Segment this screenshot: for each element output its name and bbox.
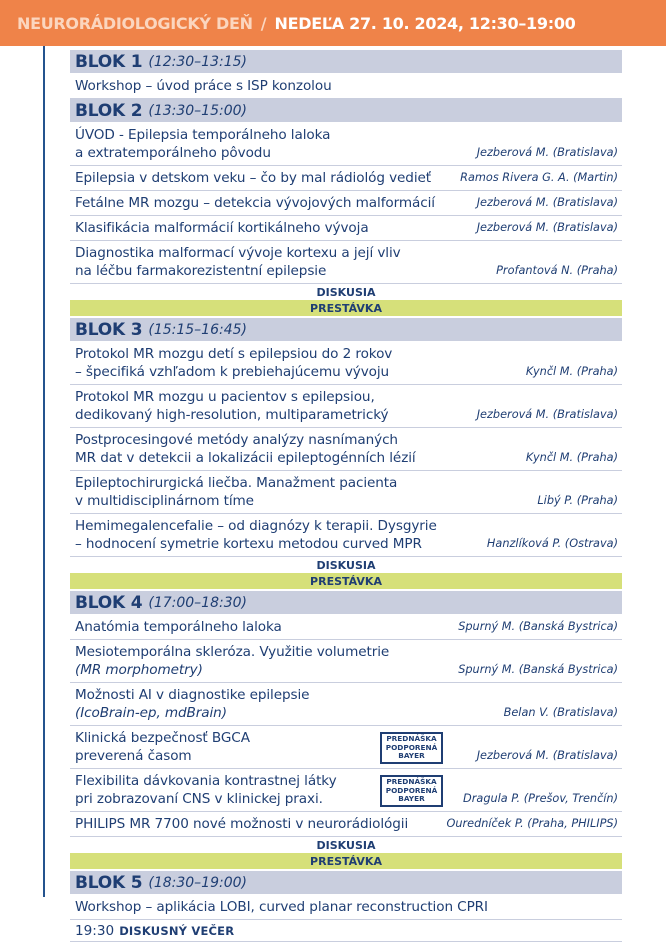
talk-row xyxy=(70,74,622,99)
blok-title: BLOK 3 xyxy=(75,319,143,340)
badge-line: PODPORENÁ xyxy=(385,785,438,795)
discussion-label: DISKUSIA xyxy=(316,558,376,572)
page-header xyxy=(0,0,666,46)
break-bar: PRESTÁVKA xyxy=(70,300,622,316)
talk-speaker: Jezberová M. (Bratislava) xyxy=(476,196,618,209)
talk-row xyxy=(70,726,622,769)
blok-3-header xyxy=(70,318,622,341)
talk-speaker: Kynčl M. (Praha) xyxy=(525,365,618,378)
blok-title: BLOK 2 xyxy=(75,100,143,121)
blok-1-header xyxy=(70,50,622,73)
talk-speaker: Jezberová M. (Bratislava) xyxy=(476,146,618,159)
talk-title: Postprocesingové metódy analýzy nasnímaných MR dat v detekcii a lokalizácii epileptogénních lézií xyxy=(75,432,416,466)
talk-title: Diagnostika malformací vývoje kortexu a její vliv na léčbu farmakorezistentní epilepsie xyxy=(75,245,401,279)
talk-speaker: Kynčl M. (Praha) xyxy=(525,451,618,464)
talk-title: Klinická bezpečnosť BGCA preverená časom xyxy=(75,730,250,764)
talk-speaker: Belan V. (Bratislava) xyxy=(503,706,618,719)
blok-title: BLOK 5 xyxy=(75,872,143,893)
blok-2-header xyxy=(70,99,622,122)
talk-title: Mesiotemporálna skleróza. Využitie volumetrie xyxy=(75,644,390,660)
talk-speaker: Jezberová M. (Bratislava) xyxy=(476,749,618,762)
talk-title: Workshop – úvod práce s ISP konzolou xyxy=(75,78,332,94)
talk-speaker: Ramos Rivera G. A. (Martin) xyxy=(460,171,618,184)
talk-speaker: Hanzlíková P. (Ostrava) xyxy=(486,537,618,550)
talk-row xyxy=(70,683,622,726)
talk-speaker: Spurný M. (Banská Bystrica) xyxy=(458,663,618,676)
talk-title: Workshop – aplikácia LOBI, curved planar reconstruction CPRI xyxy=(75,899,488,915)
talk-row xyxy=(70,812,622,837)
talk-speaker: Dragula P. (Prešov, Trenčín) xyxy=(463,792,618,805)
header-separator: / xyxy=(260,13,267,33)
blok-time: (17:00–18:30) xyxy=(148,594,247,611)
talk-row xyxy=(70,166,622,191)
talk-row xyxy=(70,385,622,428)
talk-title-subtitle: (MR morphometry) xyxy=(75,662,203,678)
blok-time: (13:30–15:00) xyxy=(148,102,247,119)
talk-row xyxy=(70,428,622,471)
talk-title: Epilepsia v detskom veku – čo by mal rádiológ vedieť xyxy=(75,170,431,186)
talk-title: Epileptochirurgická liečba. Manažment pacienta v multidisciplinárnom tíme xyxy=(75,475,398,509)
talk-row xyxy=(70,615,622,640)
talk-title-subtitle: (IcoBrain-ep, mdBrain) xyxy=(75,705,227,721)
talk-row xyxy=(70,191,622,216)
evening-label: DISKUSNÝ VEČER xyxy=(119,923,235,938)
sponsor-badge xyxy=(380,775,443,807)
talk-row xyxy=(70,123,622,166)
blok-title: BLOK 1 xyxy=(75,51,143,72)
talk-title: ÚVOD - Epilepsia temporálneho laloka a extratemporálneho pôvodu xyxy=(75,127,331,161)
talk-title: Protokol MR mozgu detí s epilepsiou do 2 rokov – špecifiká vzhľadom k prebiehajúcemu vývoju xyxy=(75,346,393,380)
talk-row xyxy=(70,216,622,241)
discussion-evening xyxy=(70,920,622,942)
talk-title: Protokol MR mozgu u pacientov s epilepsiou, dedikovaný high-resolution, multiparametrický xyxy=(75,389,389,423)
timeline-rule xyxy=(43,46,45,897)
talk-title: Klasifikácia malformácií kortikálneho vývoja xyxy=(75,220,369,236)
blok-time: (15:15–16:45) xyxy=(148,321,247,338)
talk-row xyxy=(70,895,622,920)
badge-line: PODPORENÁ xyxy=(385,742,438,752)
talk-row xyxy=(70,342,622,385)
talk-speaker: Libý P. (Praha) xyxy=(537,494,618,507)
badge-line: BAYER xyxy=(398,751,425,761)
talk-title: Možnosti AI v diagnostike epilepsie xyxy=(75,687,310,703)
talk-title: Anatómia temporálneho laloka xyxy=(75,619,282,635)
blok-title: BLOK 4 xyxy=(75,592,143,613)
discussion-label: DISKUSIA xyxy=(316,838,376,852)
badge-line: PREDNÁŠKA xyxy=(386,777,437,787)
talk-title: Flexibilita dávkovania kontrastnej látky pri zobrazovaní CNS v klinickej praxi. xyxy=(75,773,337,807)
talk-speaker: Ouredníček P. (Praha, PHILIPS) xyxy=(446,817,618,830)
talk-speaker: Profantová N. (Praha) xyxy=(496,264,618,277)
talk-row xyxy=(70,769,622,812)
break-bar: PRESTÁVKA xyxy=(70,853,622,869)
talk-title: PHILIPS MR 7700 nové možnosti v neurorádiológii xyxy=(75,816,409,832)
talk-speaker: Spurný M. (Banská Bystrica) xyxy=(458,620,618,633)
badge-line: BAYER xyxy=(398,794,425,804)
talk-row xyxy=(70,471,622,514)
program-schedule xyxy=(70,50,622,942)
blok-5-header xyxy=(70,871,622,894)
break-bar: PRESTÁVKA xyxy=(70,573,622,589)
sponsor-badge xyxy=(380,732,443,764)
badge-line: PREDNÁŠKA xyxy=(386,734,437,744)
talk-row xyxy=(70,640,622,683)
talk-row xyxy=(70,241,622,284)
talk-title: Hemimegalencefalie – od diagnózy k terapii. Dysgyrie – hodnocení symetrie kortexu metodou curved MPR xyxy=(75,518,437,552)
discussion-label: DISKUSIA xyxy=(316,285,376,299)
talk-title: Fetálne MR mozgu – detekcia vývojových malformácií xyxy=(75,195,435,211)
event-date: NEDEĽA 27. 10. 2024, 12:30–19:00 xyxy=(274,13,576,33)
blok-time: (12:30–13:15) xyxy=(148,53,247,70)
blok-time: (18:30–19:00) xyxy=(148,874,247,891)
blok-4-header xyxy=(70,591,622,614)
evening-time: 19:30 xyxy=(75,922,115,939)
talk-row xyxy=(70,514,622,557)
talk-speaker: Jezberová M. (Bratislava) xyxy=(476,221,618,234)
talk-speaker: Jezberová M. (Bratislava) xyxy=(476,408,618,421)
event-title: NEURORÁDIOLOGICKÝ DEŇ xyxy=(17,13,253,33)
